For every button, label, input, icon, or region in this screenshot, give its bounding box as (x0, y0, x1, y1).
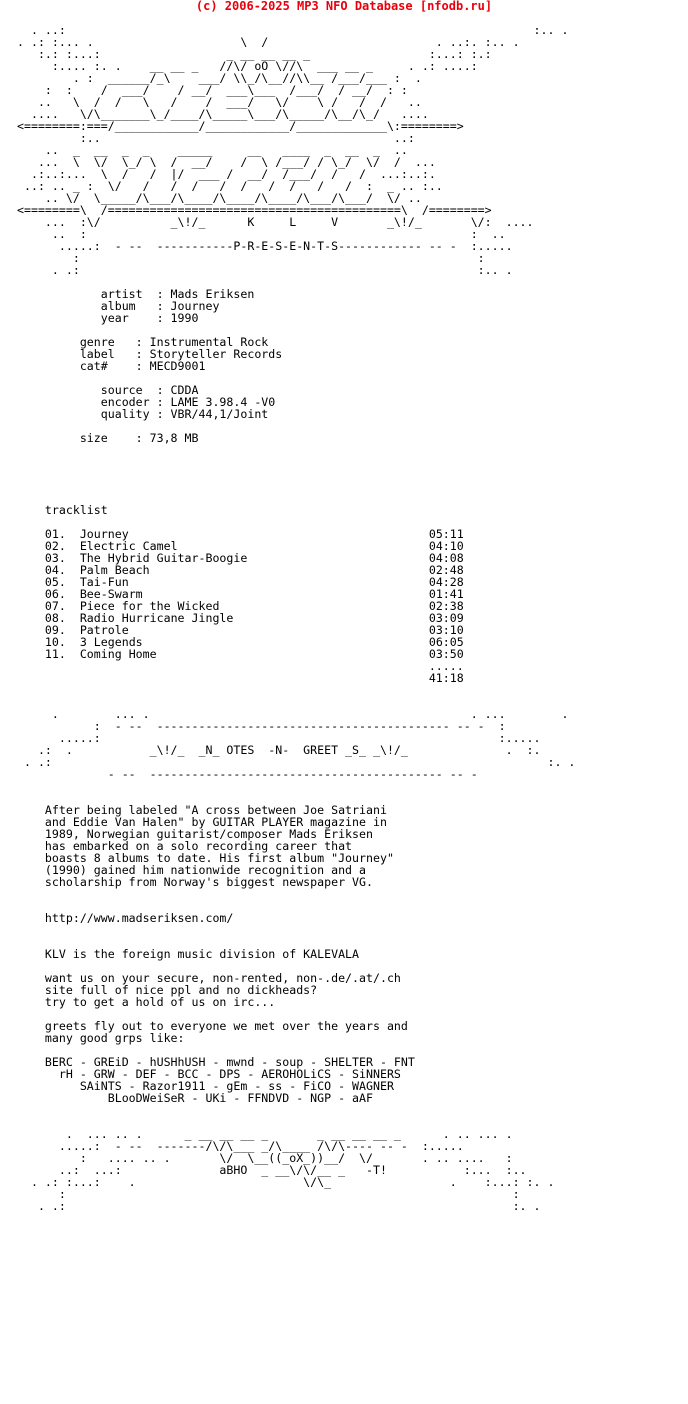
track-time: 03:10 (428, 623, 464, 637)
track-title: Palm Beach (79, 563, 429, 577)
site-header: (c) 2006-2025 MP3 NFO Database [nfodb.ru] (195, 0, 493, 13)
track-title: Electric Camel (79, 539, 429, 553)
track-number: 03. (44, 551, 80, 565)
track-title: Journey (79, 527, 429, 541)
track-time: 03:50 (428, 647, 464, 661)
track-title: Radio Hurricane Jingle (79, 611, 429, 625)
track-title: Bee-Swarm (79, 587, 429, 601)
track-title: Piece for the Wicked (79, 599, 429, 613)
ascii-art-logo: . ..: :.. . . .: :... . \ / . ..:. :.. . :.: :...: _ __ __ __ _ :...: :.: :.... :. . __ __ _ //\/ oO \//\ ___ __ _ . .: ....: . : ______/_\ ___/ \\_/\__//\\__ /___/___ : . : : / ___/ / __/ ___\___ /___/ / __/ : : .. \ / / \ / / ___/ \/ \ / / / .. .... \/\_______\_/____/\_____\___/\_____/\__/\_/ .... <========:===/____________/____________/_____________\:========> :.. ..: .. _ __ _ _ _____ __ ____ _ __ _ .. ... \ \/ \_/ \ / __/ / \ /___/ / \_/ \/ / ... .:..:... \ / / |/ ___ / __/ /___/ / / ...:..:. ..: .. _ : \/ / / / / / / / / / : _ .. :.. .. \/ \_____/\___/\____/\____/\____/\___/\___/ \/ .. <========\ /==========================================\ /========> ... :\/ _\!/_ K L V _\!/_ \/: .... .. : : .. .....: - -- -----------P-R-E-S-E-N-T-S------------ -- - :..... : : . .: :.. . (17, 23, 569, 277)
track-time: 02:48 (428, 563, 464, 577)
notes-text: After being labeled "A cross between Joe Satriani and Eddie Van Halen" by GUITAR PLAYER magazine in 1989, Norwegian guitarist/composer Mads Eriksen has embarked on a solo recording career that boasts 8 albums to date. His first album "Journey" (1990) gained him nationwide recognition and a scholarship from Norway's biggest newspaper VG. http://www.madseriksen.com/ KLV is the foreign music division of KALEVALA want us on your secure, non-rented, non-.de/.at/.ch site full of nice ppl and no dickheads? try to get a hold of us on irc... greets fly out to everyone we met over the years and many good grps like: BERC - GREiD - hUSHhUSH - mwnd - soup - SHELTER - FNT rH - GRW - DEF - BCC - DPS - AEROHOLiCS - SiNNERS SAiNTS - Razor1911 - gEm - ss - FiCO - WAGNER BLooDWeiSeR - UKi - FFNDVD - NGP - aAF (44, 803, 415, 1105)
track-title: Tai-Fun (79, 575, 429, 589)
track-time: 06:05 (428, 635, 464, 649)
nfo-document (17, 24, 575, 1212)
track-time: 04:28 (428, 575, 464, 589)
total-duration: 41:18 (17, 671, 464, 685)
track-title: The Hybrid Guitar-Boogie (79, 551, 429, 565)
track-number: 06. (44, 587, 80, 601)
track-number: 08. (44, 611, 80, 625)
track-number: 02. (44, 539, 80, 553)
track-time: 03:09 (428, 611, 464, 625)
track-number: 04. (44, 563, 80, 577)
tracklist (17, 527, 464, 661)
track-title: 3 Legends (79, 635, 429, 649)
track-number: 07. (44, 599, 80, 613)
track-number: 09. (44, 623, 80, 637)
total-divider: ..... (17, 659, 464, 673)
track-number: 11. (44, 647, 80, 661)
tracklist-title: tracklist (44, 503, 108, 517)
track-time: 02:38 (428, 599, 464, 613)
track-time: 04:10 (428, 539, 464, 553)
ascii-art-notes-banner: . ... . . ... . : - -- ------------------------------------------ -- - : .....: :..... .: . _\!/_ _N_ OTES -N- GREET _S_ _\!/_ . :. . .: :. . - -- ------------------------------------------ -- - (23, 707, 576, 781)
track-title: Patrole (79, 623, 429, 637)
release-info: artist : Mads Eriksen album : Journey year : 1990 genre : Instrumental Rock label : Storyteller Records cat# : MECD9001 source : CDDA encoder : LAME 3.98.4 -V0 quality : VBR/44,1/Joint size : 73,8 MB (79, 287, 283, 445)
track-time: 04:08 (428, 551, 464, 565)
track-title: Coming Home (79, 647, 429, 661)
track-number: 05. (44, 575, 80, 589)
ascii-art-footer: . ... .. . _ __ __ __ _ _ __ __ __ _ . .. ... . .....: - -- -------/\/\___ _/\____ /\/\---- -- - :..... : .... .. . \/ \__((_oX_))__/ \/ . .. .... : ..: ...: aBHO _ __\/\/__ _ -T! :... :.. . .: :...: . \/\_ . :...: :. . : : . .: :. . (30, 1127, 555, 1213)
track-number: 10. (44, 635, 80, 649)
track-time: 01:41 (428, 587, 464, 601)
track-number: 01. (44, 527, 80, 541)
track-time: 05:11 (428, 527, 464, 541)
